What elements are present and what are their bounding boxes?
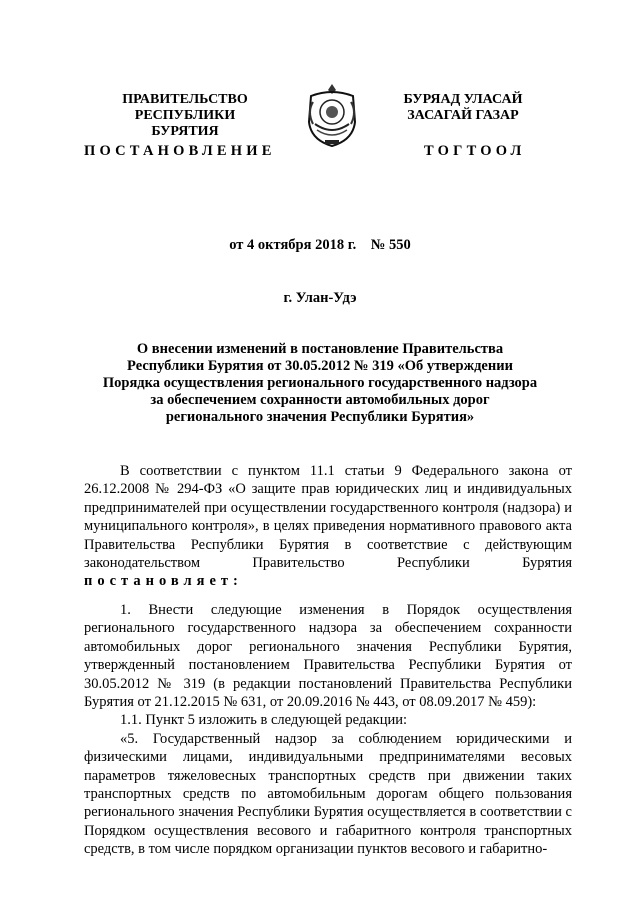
doc-date-number: от 4 октября 2018 г. № 550 (229, 237, 411, 253)
doc-subject-line: за обеспечением сохранности автомобильных дорог (150, 392, 490, 408)
title-togtool: ТОГТООЛ (424, 143, 526, 159)
title-postanovlenie: ПОСТАНОВЛЕНИЕ (84, 143, 276, 159)
doc-subject-line: Порядка осуществления регионального государственного надзора (102, 375, 538, 391)
doc-subject (90, 341, 550, 426)
header-left-line1: ПРАВИТЕЛЬСТВО (122, 92, 248, 107)
items-block (84, 601, 572, 859)
doc-subject-line: Республики Бурятия от 30.05.2012 № 319 «Об утверждении (127, 358, 513, 374)
doc-subject-line: регионального значения Республики Бурятия» (165, 409, 475, 425)
header-left-block (100, 92, 270, 140)
doc-subject-line: О внесении изменений в постановление Правительства (136, 341, 504, 357)
header-right-line2: ЗАСАГАЙ ГАЗАР (407, 108, 519, 123)
item-1-1-paragraph: 1.1. Пункт 5 изложить в следующей редакции: (120, 712, 408, 729)
intro-paragraph (84, 462, 572, 591)
header-right-block (388, 92, 538, 124)
coat-of-arms-icon (303, 82, 361, 148)
item-5-paragraph: «5. Государственный надзор за соблюдением юридическими и физическими лицами, индивидуальными предпринимателями весовых параметров тяжеловесных транспортных средств при движении таких транспортных средств по автомобильным дорогам общего пользования регионального значения Республики Бурятия осуществляется в соответствии с Порядком осуществления весового и габаритного контроля транспортных средств, в том числе порядком организации пунктов весового и габаритно- (84, 730, 572, 858)
header-right-line1: БУРЯАД УЛАСАЙ (403, 92, 523, 107)
header-left-line2: РЕСПУБЛИКИ БУРЯТИЯ (134, 108, 236, 139)
intro-text: В соответствии с пунктом 11.1 статьи 9 Федерального закона от 26.12.2008 № 294-ФЗ «О защите прав юридических лиц и индивидуальных предпринимателей при осуществлении государственного контроля (надзора) и муниципального контроля», в целях приведения нормативного правового акта Правительства Республики Бурятия в соответствие с действующим законодательством Правительство Республики Бурятия (84, 463, 572, 572)
resolves-word: постановляет: (84, 573, 243, 590)
item-1-paragraph: 1. Внести следующие изменения в Порядок осуществления регионального государственного надзора за обеспечением сохранности автомобильных дорог регионального значения Республики Бурятия, утвержденный постановлением Правительства Республики Бурятия от 30.05.2012 № 319 (в редакции постановлений Правительства Республики Бурятия от 21.12.2015 № 631, от 20.09.2016 № 443, от 08.09.2017 № 459): (84, 602, 572, 711)
doc-city: г. Улан-Удэ (283, 290, 357, 306)
